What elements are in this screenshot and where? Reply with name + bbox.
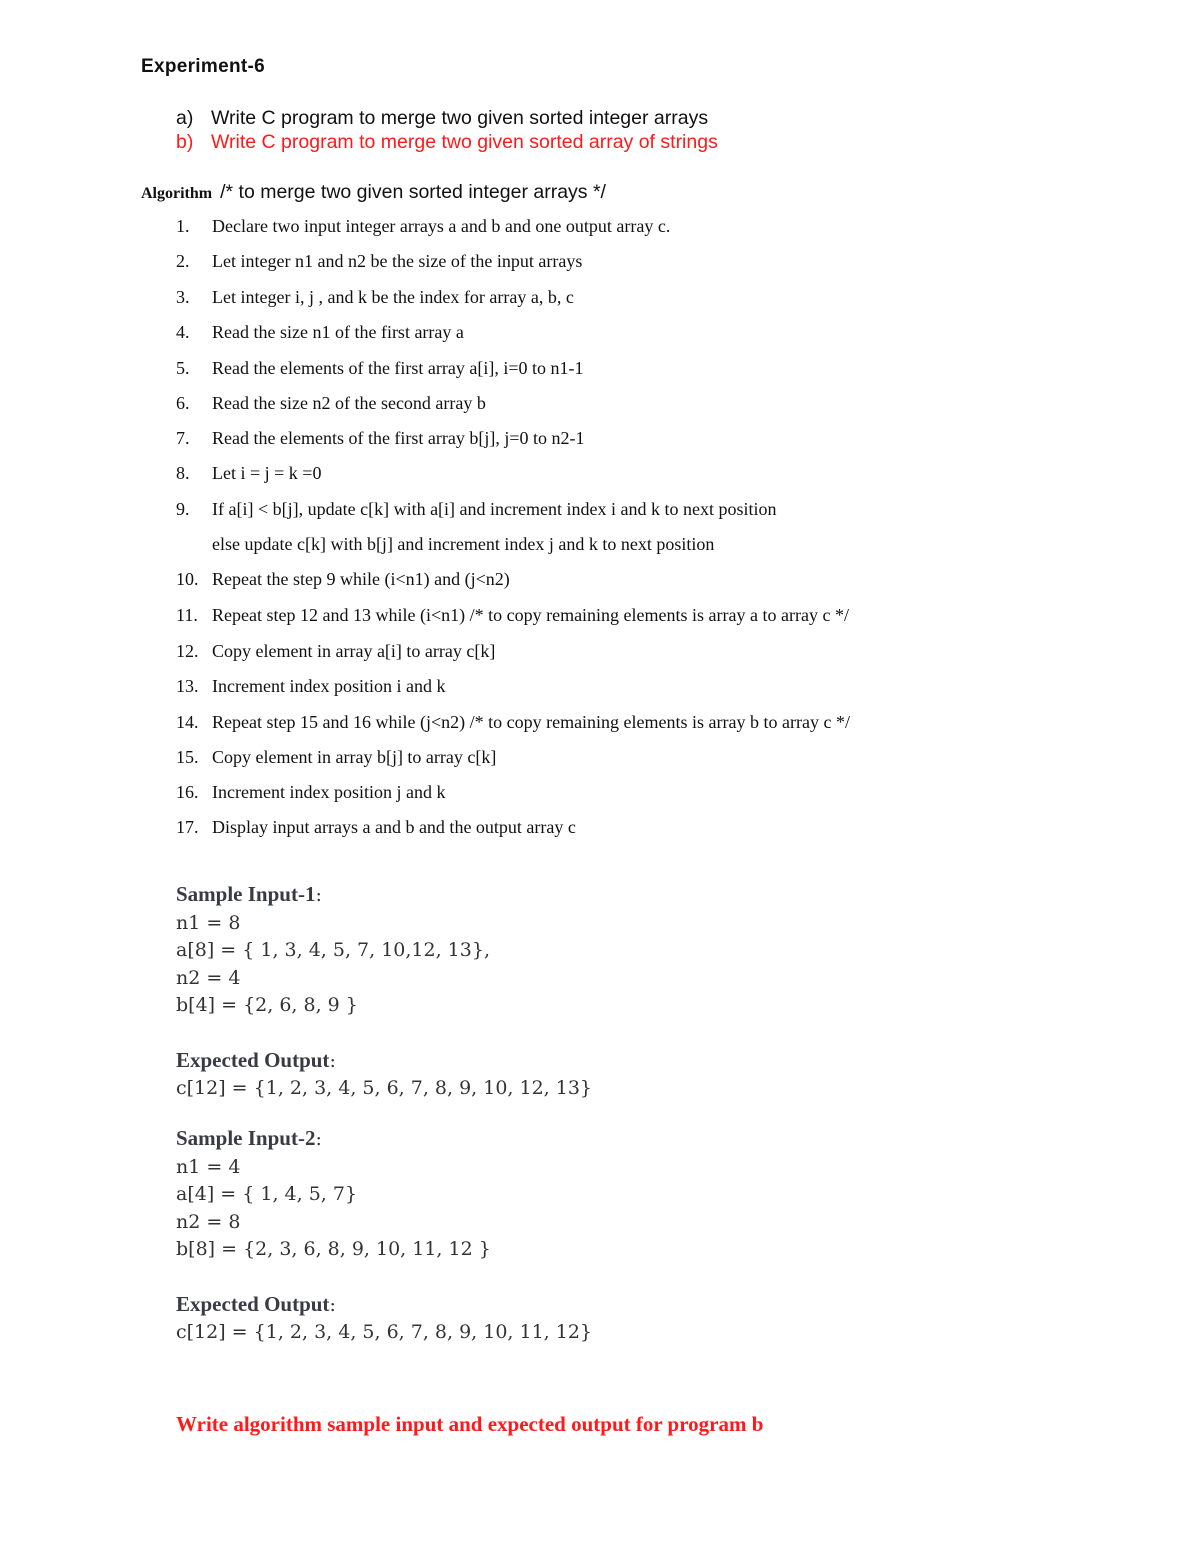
expected-output-value: c[12] = {1, 2, 3, 4, 5, 6, 7, 8, 9, 10, 11, 12} <box>176 1321 593 1343</box>
step-text: Increment index position i and k <box>212 676 446 696</box>
sample-input-heading <box>176 881 592 910</box>
step-number: 8. <box>176 463 190 483</box>
step-text: Read the size n2 of the second array b <box>212 393 486 413</box>
algorithm-step <box>176 817 576 838</box>
algorithm-step <box>176 641 495 662</box>
step-text: Repeat step 12 and 13 while (i<n1) /* to copy remaining elements is array a to array c */ <box>212 605 849 625</box>
algorithm-step <box>176 322 464 343</box>
task-text: Write C program to merge two given sorted integer arrays <box>211 107 709 129</box>
heading-text: Sample Input-1 <box>176 882 316 906</box>
algorithm-step <box>176 393 486 414</box>
step-text: Let i = j = k =0 <box>212 463 322 483</box>
algorithm-comment: /* to merge two given sorted integer arrays */ <box>220 181 606 203</box>
algorithm-step <box>176 358 584 379</box>
step-number: 12. <box>176 641 199 661</box>
heading-text: Expected Output <box>176 1291 330 1316</box>
step-number: 4. <box>176 322 190 342</box>
step-text: If a[i] < b[j], update c[k] with a[i] and increment index i and k to next position <box>212 499 777 519</box>
task-list <box>176 106 718 154</box>
step-number: 1. <box>176 216 190 236</box>
step-text: Copy element in array a[i] to array c[k] <box>212 641 496 661</box>
algorithm-step <box>176 747 496 768</box>
step-number: 7. <box>176 428 190 448</box>
sample-line: a[8] = { 1, 3, 4, 5, 7, 10,12, 13}, <box>176 939 490 961</box>
step-number: 5. <box>176 358 190 378</box>
sample-line: n1 = 8 <box>176 911 241 934</box>
step-text: else update c[k] with b[j] and increment index j and k to next position <box>212 534 715 554</box>
task-b <box>176 130 718 154</box>
heading-text: Expected Output <box>176 1047 330 1072</box>
task-text: Write C program to merge two given sorted array of strings <box>211 131 718 153</box>
algorithm-label: Algorithm <box>141 185 213 202</box>
step-text: Repeat step 15 and 16 while (j<n2) /* to copy remaining elements is array b to array c */ <box>212 712 850 732</box>
task-label: a) <box>176 107 194 129</box>
step-text: Display input arrays a and b and the output array c <box>212 817 576 837</box>
algorithm-heading <box>141 181 606 204</box>
algorithm-step <box>176 676 445 697</box>
algorithm-step <box>176 216 670 237</box>
algorithm-step <box>176 428 585 449</box>
sample-line: n1 = 4 <box>176 1155 241 1178</box>
step-number: 9. <box>176 499 190 519</box>
step-text: Read the elements of the first array b[j], j=0 to n2-1 <box>212 428 585 448</box>
expected-output-heading <box>176 1047 592 1076</box>
step-number: 17. <box>176 817 199 837</box>
step-number: 3. <box>176 287 190 307</box>
step-number: 10. <box>176 569 199 589</box>
final-instruction: Write algorithm sample input and expected output for program b <box>176 1412 764 1436</box>
step-text: Increment index position j and k <box>212 782 446 802</box>
step-number: 13. <box>176 676 199 696</box>
sample-1 <box>176 881 592 1103</box>
step-text: Copy element in array b[j] to array c[k] <box>212 747 497 767</box>
algorithm-step <box>176 251 582 272</box>
algorithm-step-continuation <box>176 534 714 555</box>
step-number: 14. <box>176 712 199 732</box>
colon: : <box>329 1049 336 1072</box>
step-text: Let integer i, j , and k be the index for array a, b, c <box>212 287 574 307</box>
step-number: 11. <box>176 605 198 625</box>
step-number <box>176 534 212 555</box>
algorithm-step <box>176 463 321 484</box>
sample-input-heading <box>176 1125 592 1154</box>
step-text: Declare two input integer arrays a and b and one output array c. <box>212 216 671 236</box>
sample-line: n2 = 8 <box>176 1210 241 1233</box>
algorithm-step <box>176 782 445 803</box>
algorithm-step <box>176 499 776 520</box>
algorithm-step <box>176 605 849 626</box>
step-number: 6. <box>176 393 190 413</box>
sample-line: b[4] = {2, 6, 8, 9 } <box>176 994 358 1016</box>
colon: : <box>315 884 322 906</box>
sample-line: a[4] = { 1, 4, 5, 7} <box>176 1183 358 1205</box>
algorithm-step <box>176 569 510 590</box>
step-number: 15. <box>176 747 199 767</box>
heading-text: Sample Input-2 <box>176 1126 316 1150</box>
expected-output-value: c[12] = {1, 2, 3, 4, 5, 6, 7, 8, 9, 10, 12, 13} <box>176 1077 593 1099</box>
algorithm-step <box>176 287 574 308</box>
sample-2 <box>176 1125 592 1347</box>
step-number: 2. <box>176 251 190 271</box>
expected-output-heading <box>176 1291 592 1320</box>
task-a <box>176 106 718 130</box>
sample-line: n2 = 4 <box>176 966 241 989</box>
step-text: Let integer n1 and n2 be the size of the input arrays <box>212 251 583 271</box>
colon: : <box>315 1128 322 1150</box>
step-number: 16. <box>176 782 199 802</box>
algorithm-step <box>176 712 850 733</box>
sample-line: b[8] = {2, 3, 6, 8, 9, 10, 11, 12 } <box>176 1238 491 1260</box>
task-label: b) <box>176 131 194 153</box>
step-text: Read the elements of the first array a[i], i=0 to n1-1 <box>212 358 584 378</box>
document-title: Experiment-6 <box>141 56 265 77</box>
colon: : <box>329 1293 336 1316</box>
step-text: Repeat the step 9 while (i<n1) and (j<n2) <box>212 569 510 589</box>
step-text: Read the size n1 of the first array a <box>212 322 464 342</box>
